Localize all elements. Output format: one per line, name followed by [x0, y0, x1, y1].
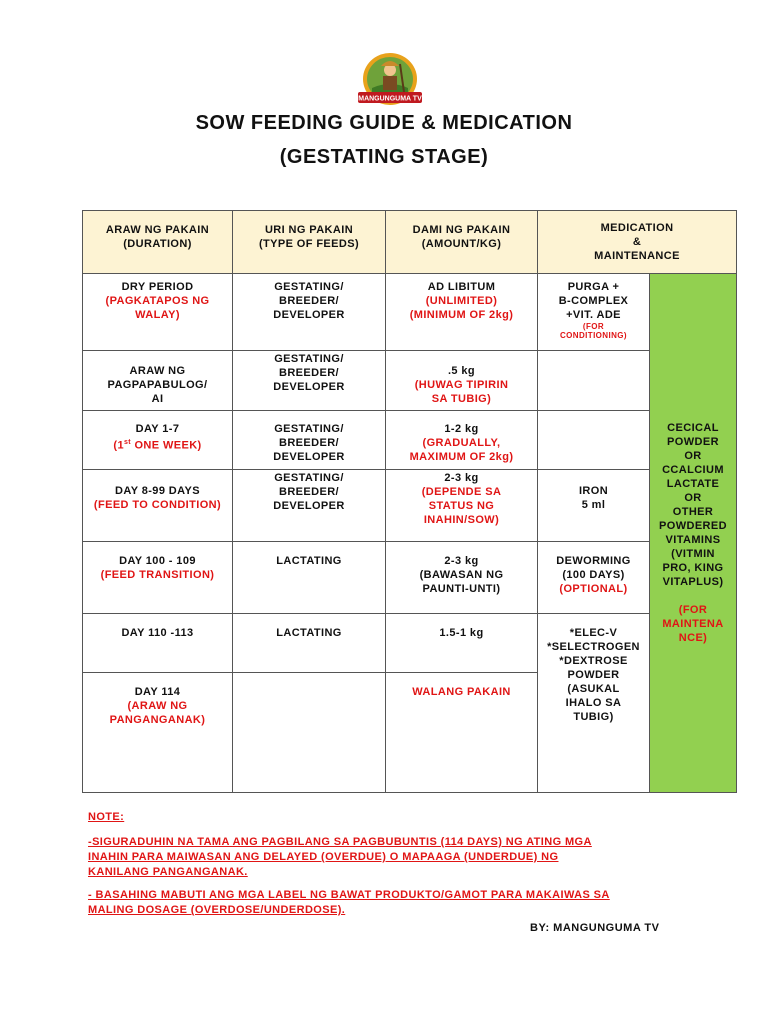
cell-text-red: WALAY) — [135, 309, 180, 321]
cell-text: IHALO SA — [565, 697, 622, 709]
cell-duration — [83, 542, 233, 614]
header-medication-line3: MAINTENANCE — [594, 250, 680, 262]
cell-text-red: MAXIMUM OF 2kg) — [409, 451, 514, 463]
cell-amount — [386, 411, 538, 470]
header-medication-line1: MEDICATION — [600, 222, 674, 234]
header-amount — [386, 211, 538, 274]
cell-medication — [538, 470, 650, 542]
cell-type — [233, 411, 386, 470]
cell-medication — [538, 274, 650, 351]
cell-text: BREEDER/ — [278, 295, 340, 307]
cell-text-red: SA TUBIG) — [431, 393, 492, 405]
cell-text: IRON — [578, 485, 609, 497]
table-row — [83, 470, 737, 542]
cell-text: *SELECTROGEN — [547, 641, 640, 653]
cell-type — [233, 614, 386, 673]
cell-text: DEVELOPER — [273, 500, 345, 512]
cell-medication — [538, 542, 650, 614]
table-row — [83, 274, 737, 351]
cell-text: LACTATING — [276, 555, 342, 567]
cell-type — [233, 470, 386, 542]
header-duration-line2: (DURATION) — [123, 238, 192, 250]
cell-text: BREEDER/ — [278, 367, 340, 379]
cell-text: GESTATING/ — [274, 472, 344, 484]
cell-text: DAY 114 — [134, 686, 181, 698]
cell-text: 1-2 kg — [444, 423, 479, 435]
cell-text: POWDER — [567, 669, 620, 681]
cell-type — [233, 542, 386, 614]
cell-text-red: WALANG PAKAIN — [412, 686, 511, 698]
cell-duration — [83, 614, 233, 673]
cell-text: 1.5-1 kg — [439, 627, 484, 639]
cell-text-red: STATUS NG — [428, 500, 495, 512]
cell-text-red: INAHIN/SOW) — [423, 514, 500, 526]
cell-type — [233, 274, 386, 351]
cell-text: 2-3 kg — [444, 555, 479, 567]
cell-text: BREEDER/ — [278, 486, 340, 498]
table-row — [83, 542, 737, 614]
maintenance-text: (VITMIN — [671, 548, 715, 560]
header-type-line1: URI NG PAKAIN — [264, 224, 354, 236]
maintenance-text: OR — [684, 492, 702, 504]
maintenance-text-red: MAINTENA — [662, 618, 724, 630]
maintenance-text: POWDERED — [659, 520, 727, 532]
maintenance-text: PRO, KING — [662, 562, 724, 574]
cell-text-red: (FEED TO CONDITION) — [93, 499, 222, 511]
header-medication-line2: & — [632, 236, 642, 248]
cell-text: DAY 1-7 — [135, 423, 180, 435]
cell-text: 2-3 kg — [444, 472, 479, 484]
cell-text: GESTATING/ — [274, 423, 344, 435]
cell-text: (100 DAYS) — [562, 569, 625, 581]
cell-amount — [386, 614, 538, 673]
cell-text: GESTATING/ — [274, 281, 344, 293]
cell-text-red: (OPTIONAL) — [559, 583, 628, 595]
cell-amount — [386, 673, 538, 793]
table-header-row — [83, 211, 737, 274]
note-item — [88, 888, 708, 918]
cell-text: TUBIG) — [573, 711, 614, 723]
maintenance-text: POWDER — [667, 436, 719, 448]
byline: BY: MANGUNGUMA TV — [530, 922, 660, 934]
cell-text: PAGPAPABULOG/ — [107, 379, 208, 391]
cell-text: DAY 100 - 109 — [119, 555, 196, 567]
cell-text: (BAWASAN NG — [419, 569, 504, 581]
note-line: - BASAHING MABUTI ANG MGA LABEL NG BAWAT PRODUKTO/GAMOT PARA MAKAIWAS SA — [88, 889, 610, 901]
cell-duration — [83, 274, 233, 351]
header-medication — [538, 211, 737, 274]
cell-amount — [386, 470, 538, 542]
cell-medication — [538, 351, 650, 411]
cell-amount — [386, 542, 538, 614]
cell-text: LACTATING — [276, 627, 342, 639]
logo-text: MANGUNGUMA TV — [358, 95, 422, 103]
cell-text: GESTATING/ — [274, 353, 344, 365]
cell-medication — [538, 411, 650, 470]
cell-duration — [83, 673, 233, 793]
cell-text: (ASUKAL — [567, 683, 620, 695]
header-duration — [83, 211, 233, 274]
cell-text: DAY 110 -113 — [121, 627, 194, 639]
maintenance-text: OTHER — [672, 506, 714, 518]
ordinal-suffix: st — [123, 439, 131, 446]
note-item — [88, 835, 708, 880]
maintenance-text: CECICAL — [667, 422, 719, 434]
notes-heading: NOTE: — [88, 811, 125, 823]
cell-text: ARAW NG — [129, 365, 186, 377]
header-type-line2: (TYPE OF FEEDS) — [258, 238, 360, 250]
maintenance-text-red: NCE) — [678, 632, 708, 644]
maintenance-text: VITAMINS — [665, 534, 721, 546]
cell-text: DEVELOPER — [273, 451, 345, 463]
cell-text-red: (GRADUALLY, — [422, 437, 501, 449]
cell-text: PURGA + — [567, 281, 620, 293]
cell-text: *DEXTROSE — [559, 655, 628, 667]
cell-duration — [83, 470, 233, 542]
cell-text: PAUNTI-UNTI) — [422, 583, 501, 595]
cell-text: AD LIBITUM — [427, 281, 496, 293]
cell-type — [233, 351, 386, 411]
notes-section — [88, 810, 708, 926]
cell-text: *ELEC-V — [569, 627, 618, 639]
cell-text: AI — [151, 393, 164, 405]
table-row — [83, 411, 737, 470]
maintenance-text: VITAPLUS) — [662, 576, 724, 588]
header-type — [233, 211, 386, 274]
note-line: MALING DOSAGE (OVERDOSE/UNDERDOSE). — [88, 904, 346, 916]
note-line: KANILANG PANGANGANAK. — [88, 866, 248, 878]
cell-text: +VIT. ADE — [566, 309, 621, 321]
cell-text: DEWORMING — [556, 555, 631, 567]
header-duration-line1: ARAW NG PAKAIN — [105, 224, 210, 236]
cell-text-red: PANGANGANAK) — [109, 714, 206, 726]
page-title: SOW FEEDING GUIDE & MEDICATION — [195, 112, 573, 134]
cell-text-red: (PAGKATAPOS NG — [105, 295, 210, 307]
cell-text-red: (FEED TRANSITION) — [100, 569, 215, 581]
cell-text: BREEDER/ — [278, 437, 340, 449]
cell-text-red — [86, 436, 229, 453]
cell-duration — [83, 411, 233, 470]
cell-text: DEVELOPER — [273, 381, 345, 393]
maintenance-text: CCALCIUM — [662, 464, 724, 476]
maintenance-text: LACTATE — [666, 478, 720, 490]
cell-text-red: (ARAW NG — [127, 700, 188, 712]
cell-text-red: (DEPENDE SA — [421, 486, 502, 498]
cell-text-red: (FOR — [582, 322, 605, 331]
cell-text-red: (HUWAG TIPIRIN — [414, 379, 509, 391]
header-amount-line2: (AMOUNT/KG) — [421, 238, 502, 250]
cell-amount — [386, 274, 538, 351]
maintenance-text-red: (FOR — [678, 604, 708, 616]
cell-text-red: (UNLIMITED) — [425, 295, 498, 307]
cell-amount — [386, 351, 538, 411]
note-line: INAHIN PARA MAIWASAN ANG DELAYED (OVERDUE) O MAPAAGA (UNDERDUE) NG — [88, 851, 559, 863]
cell-text-red-part: (1 — [113, 439, 124, 452]
table-row — [83, 351, 737, 411]
header-amount-line1: DAMI NG PAKAIN — [412, 224, 511, 236]
cell-text: DAY 8-99 DAYS — [115, 485, 200, 497]
cell-duration — [83, 351, 233, 411]
cell-text: DRY PERIOD — [121, 281, 194, 293]
cell-text: 5 ml — [581, 499, 606, 511]
maintenance-cell — [650, 274, 737, 793]
cell-text: DEVELOPER — [273, 309, 345, 321]
cell-text-red: CONDITIONING) — [560, 331, 627, 340]
cell-text-red-part: ONE WEEK) — [131, 439, 202, 452]
note-line: -SIGURADUHIN NA TAMA ANG PAGBILANG SA PAGBUBUNTIS (114 DAYS) NG ATING MGA — [88, 836, 592, 848]
mangunguma-tv-logo — [352, 52, 428, 110]
cell-text: .5 kg — [447, 365, 476, 377]
page-subtitle: (GESTATING STAGE) — [279, 146, 489, 168]
feeding-guide-table — [82, 210, 737, 793]
maintenance-text: OR — [684, 450, 702, 462]
table-row — [83, 614, 737, 673]
cell-type — [233, 673, 386, 793]
cell-text-red: (MINIMUM OF 2kg) — [409, 309, 514, 321]
cell-medication — [538, 614, 650, 793]
cell-text: B-COMPLEX — [558, 295, 629, 307]
